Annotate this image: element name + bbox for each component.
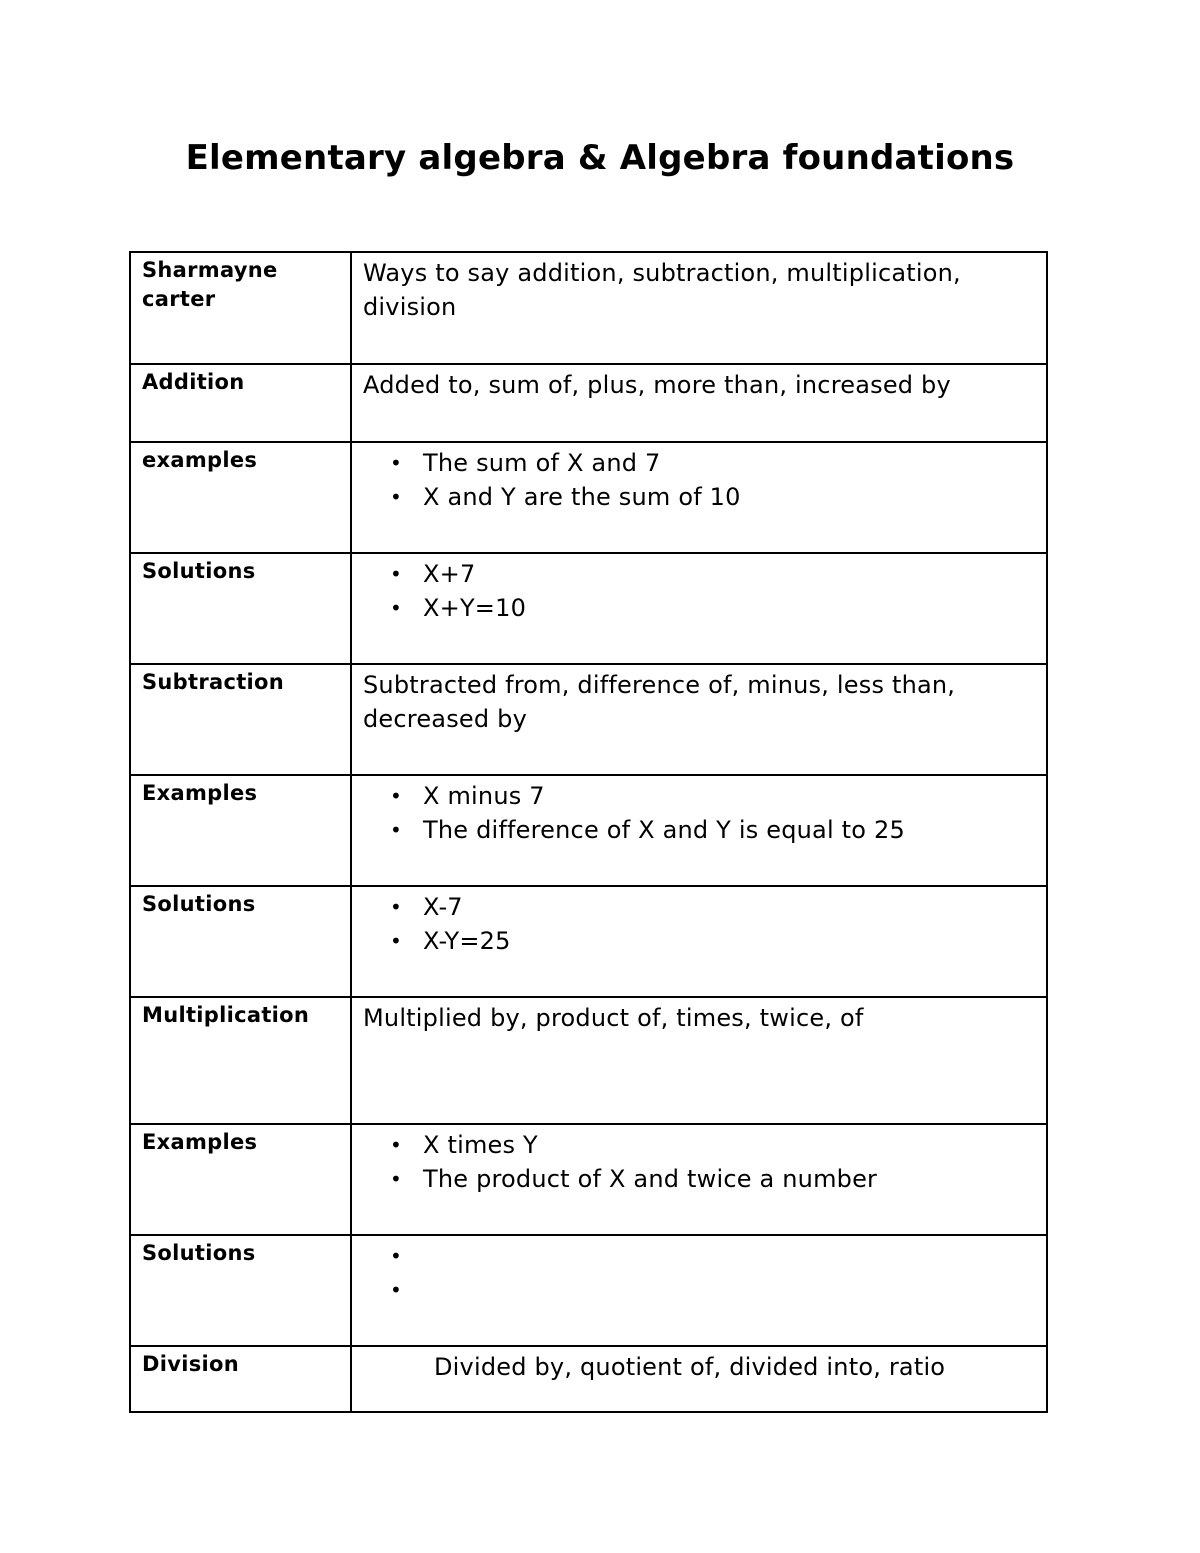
- list-item: [352, 890, 1036, 924]
- row-label: Sharmayne carter: [130, 252, 351, 364]
- row-label: Subtraction: [130, 664, 351, 775]
- row-label: Division: [130, 1346, 351, 1412]
- bullet-list: [352, 1239, 1036, 1307]
- list-item-text: The difference of X and Y is equal to 25: [423, 816, 905, 844]
- bullet-icon: •: [390, 1244, 402, 1268]
- bullet-icon: •: [390, 784, 402, 808]
- list-item-text: The sum of X and 7: [423, 449, 661, 477]
- row-list-cell: [351, 775, 1047, 886]
- list-item: [352, 557, 1036, 591]
- list-item-text: X and Y are the sum of 10: [423, 483, 741, 511]
- bullet-icon: •: [390, 1167, 402, 1191]
- row-label: Multiplication: [130, 997, 351, 1124]
- list-item: [352, 446, 1036, 480]
- row-list-cell: [351, 442, 1047, 553]
- table-row: [130, 442, 1047, 553]
- list-item: [352, 924, 1036, 958]
- row-list-cell: [351, 886, 1047, 997]
- row-label: Solutions: [130, 1235, 351, 1346]
- bullet-icon: •: [390, 562, 402, 586]
- table-row: [130, 364, 1047, 442]
- bullet-icon: •: [390, 596, 402, 620]
- bullet-icon: •: [390, 485, 402, 509]
- row-label: Solutions: [130, 553, 351, 664]
- bullet-icon: •: [390, 818, 402, 842]
- row-text: Ways to say addition, subtraction, multiplication, division: [351, 252, 1047, 364]
- list-item-text: X-7: [423, 893, 463, 921]
- table-row: [130, 1235, 1047, 1346]
- list-item: [352, 591, 1036, 625]
- list-item: [352, 1239, 1036, 1273]
- row-text: Added to, sum of, plus, more than, increased by: [351, 364, 1047, 442]
- bullet-icon: •: [390, 895, 402, 919]
- bullet-list: [352, 890, 1036, 958]
- row-text: Multiplied by, product of, times, twice, of: [351, 997, 1047, 1124]
- bullet-icon: •: [390, 1133, 402, 1157]
- bullet-icon: •: [390, 929, 402, 953]
- bullet-list: [352, 557, 1036, 625]
- table-row: [130, 997, 1047, 1124]
- list-item-text: X+7: [423, 560, 476, 588]
- row-label: Solutions: [130, 886, 351, 997]
- row-list-cell: [351, 1235, 1047, 1346]
- table-row: [130, 664, 1047, 775]
- table-row: [130, 1124, 1047, 1235]
- list-item-text: X-Y=25: [423, 927, 511, 955]
- list-item-text: X+Y=10: [423, 594, 527, 622]
- table-row: [130, 252, 1047, 364]
- bullet-list: [352, 779, 1036, 847]
- table-row: [130, 775, 1047, 886]
- list-item: [352, 1162, 1036, 1196]
- list-item: [352, 1273, 1036, 1307]
- table-row: [130, 1346, 1047, 1412]
- list-item: [352, 480, 1036, 514]
- row-list-cell: [351, 553, 1047, 664]
- list-item-text: The product of X and twice a number: [423, 1165, 878, 1193]
- table-row: [130, 886, 1047, 997]
- row-list-cell: [351, 1124, 1047, 1235]
- bullet-list: [352, 446, 1036, 514]
- bullet-icon: •: [390, 1278, 402, 1302]
- row-label: examples: [130, 442, 351, 553]
- list-item: [352, 1128, 1036, 1162]
- vocabulary-table: [129, 251, 1048, 1413]
- row-text: Subtracted from, difference of, minus, less than, decreased by: [351, 664, 1047, 775]
- list-item: [352, 813, 1036, 847]
- list-item: [352, 779, 1036, 813]
- list-item-text: X minus 7: [423, 782, 545, 810]
- document-title: Elementary algebra & Algebra foundations: [185, 138, 1015, 178]
- row-label: Addition: [130, 364, 351, 442]
- row-label: Examples: [130, 1124, 351, 1235]
- bullet-list: [352, 1128, 1036, 1196]
- list-item-text: X times Y: [423, 1131, 538, 1159]
- row-text: Divided by, quotient of, divided into, ratio: [351, 1346, 1047, 1412]
- bullet-icon: •: [390, 451, 402, 475]
- table-row: [130, 553, 1047, 664]
- row-label: Examples: [130, 775, 351, 886]
